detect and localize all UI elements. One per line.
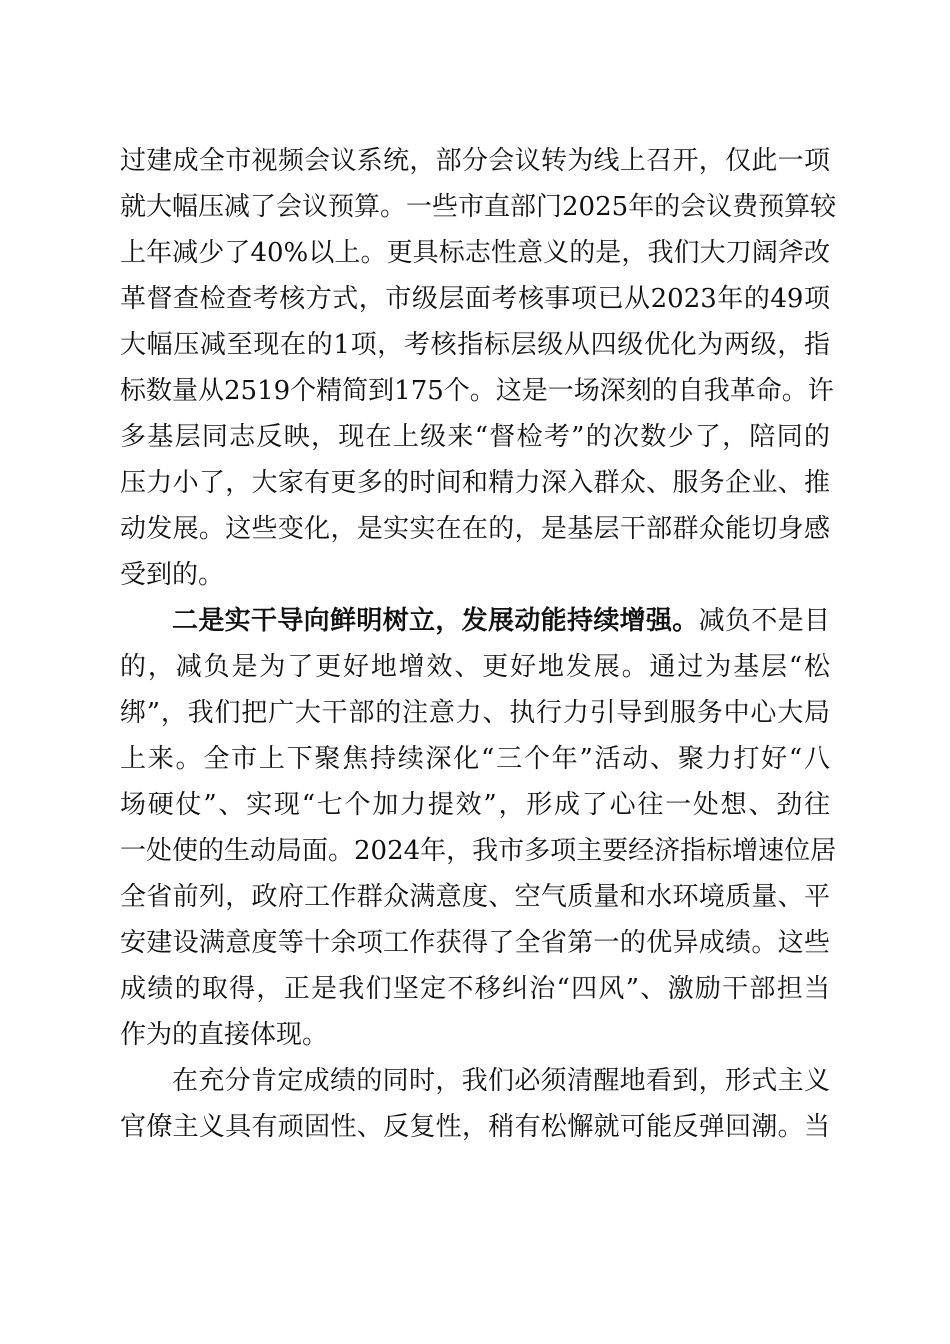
document-body bbox=[120, 138, 837, 1150]
text-line: 上来。全市上下聚焦持续深化“三个年”活动、聚力打好“八 bbox=[120, 744, 830, 774]
text-line: 官僚主义具有顽固性、反复性，稍有松懈就可能反弹回潮。当 bbox=[120, 1112, 830, 1142]
text-line: 成绩的取得，正是我们坚定不移纠治“四风”、激励干部担当 bbox=[120, 974, 830, 1004]
text-line: 受到的。 bbox=[120, 560, 225, 590]
bold-lead-sentence: 二是实干导向鲜明树立，发展动能持续增强。 bbox=[172, 606, 699, 636]
text-line: 安建设满意度等十余项工作获得了全省第一的优异成绩。这些 bbox=[120, 928, 830, 958]
text-line: 全省前列，政府工作群众满意度、空气质量和水环境质量、平 bbox=[120, 882, 830, 912]
text-line: 在充分肯定成绩的同时，我们必须清醒地看到，形式主义 bbox=[172, 1066, 830, 1096]
text-line: 过建成全市视频会议系统，部分会议转为线上召开，仅此一项 bbox=[120, 146, 830, 176]
lead-line-rest: 减负不是目 bbox=[698, 606, 830, 636]
paragraph-2 bbox=[120, 598, 837, 1058]
text-line: 压力小了，大家有更多的时间和精力深入群众、服务企业、推 bbox=[120, 468, 830, 498]
paragraph-3 bbox=[120, 1058, 830, 1150]
text-line: 大幅压减至现在的1项，考核指标层级从四级优化为两级，指 bbox=[120, 330, 830, 360]
text-line: 动发展。这些变化，是实实在在的，是基层干部群众能切身感 bbox=[120, 514, 830, 544]
text-line: 一处使的生动局面。2024年，我市多项主要经济指标增速位居 bbox=[120, 836, 837, 866]
text-line bbox=[120, 598, 830, 644]
text-line: 作为的直接体现。 bbox=[120, 1020, 329, 1050]
text-line: 场硬仗”、实现“七个加力提效”，形成了心往一处想、劲往 bbox=[120, 790, 830, 820]
text-line: 上年减少了40%以上。更具标志性意义的是，我们大刀阔斧改 bbox=[120, 238, 830, 268]
text-line: 就大幅压减了会议预算。一些市直部门2025年的会议费预算较 bbox=[120, 192, 837, 222]
paragraph-1 bbox=[120, 138, 837, 598]
text-line: 标数量从2519个精简到175个。这是一场深刻的自我革命。许 bbox=[120, 376, 834, 406]
text-line: 革督查检查考核方式，市级层面考核事项已从2023年的49项 bbox=[120, 284, 830, 314]
text-line: 多基层同志反映，现在上级来“督检考”的次数少了，陪同的 bbox=[120, 422, 830, 452]
text-line: 绑”，我们把广大干部的注意力、执行力引导到服务中心大局 bbox=[120, 698, 830, 728]
text-line: 的，减负是为了更好地增效、更好地发展。通过为基层“松 bbox=[120, 652, 830, 682]
